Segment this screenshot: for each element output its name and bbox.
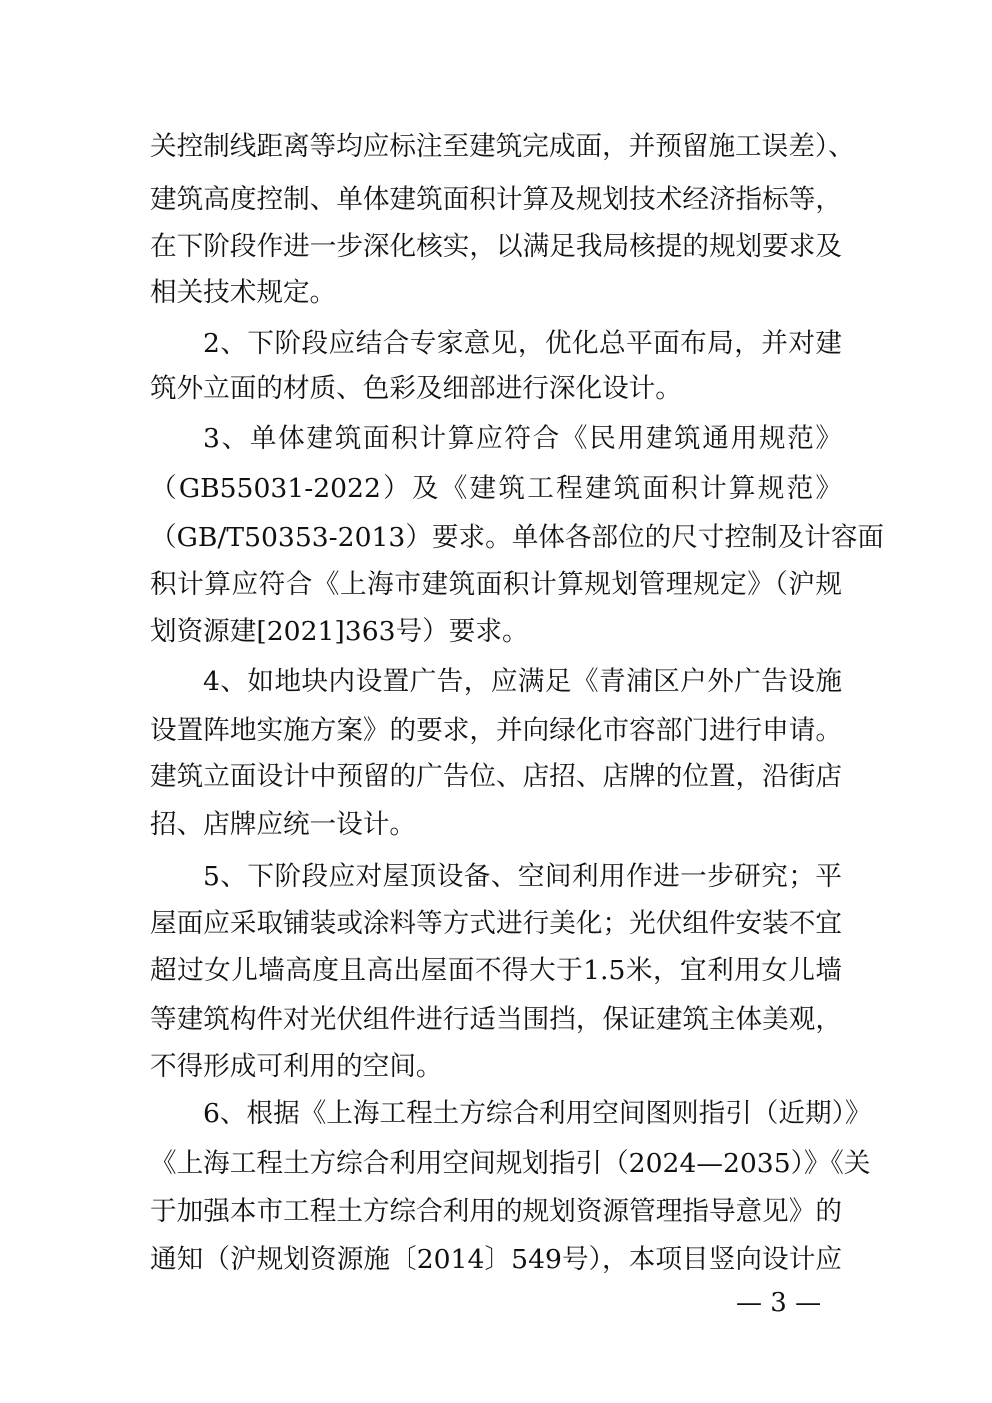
text-line: 建筑立面设计中预留的广告位、店招、店牌的位置，沿街店 bbox=[150, 761, 842, 792]
text-line: 不得形成可利用的空间。 bbox=[150, 1051, 443, 1082]
text-line: 划资源建[2021]363号）要求。 bbox=[150, 616, 529, 647]
text-line: 等建筑构件对光伏组件进行适当围挡，保证建筑主体美观， bbox=[150, 1004, 842, 1035]
text-line: 4、如地块内设置广告，应满足《青浦区户外广告设施 bbox=[203, 666, 842, 697]
text-line: 超过女儿墙高度且高出屋面不得大于1.5米，宜利用女儿墙 bbox=[150, 955, 842, 986]
text-line: 建筑高度控制、单体建筑面积计算及规划技术经济指标等， bbox=[150, 184, 842, 215]
text-line: 于加强本市工程土方综合利用的规划资源管理指导意见》的 bbox=[150, 1196, 842, 1227]
text-line: 在下阶段作进一步深化核实，以满足我局核提的规划要求及 bbox=[150, 231, 842, 262]
text-line: 相关技术规定。 bbox=[150, 277, 337, 308]
text-line: 通知（沪规划资源施〔2014〕549号），本项目竖向设计应 bbox=[150, 1244, 842, 1275]
text-line: （GB/T50353-2013）要求。单体各部位的尺寸控制及计容面 bbox=[150, 522, 885, 553]
text-line: 筑外立面的材质、色彩及细部进行深化设计。 bbox=[150, 373, 682, 404]
text-line: 屋面应采取铺装或涂料等方式进行美化；光伏组件安装不宜 bbox=[150, 908, 842, 939]
text-line: 2、下阶段应结合专家意见，优化总平面布局，并对建 bbox=[203, 328, 842, 359]
text-line: 设置阵地实施方案》的要求，并向绿化市容部门进行申请。 bbox=[150, 715, 842, 746]
text-line: 积计算应符合《上海市建筑面积计算规划管理规定》（沪规 bbox=[150, 569, 842, 600]
text-line: 3、单体建筑面积计算应符合《民用建筑通用规范》 bbox=[203, 423, 842, 454]
text-line: 招、店牌应统一设计。 bbox=[150, 809, 416, 840]
text-line: 《上海工程土方综合利用空间规划指引（2024—2035）》《关 bbox=[150, 1148, 871, 1179]
text-line: 6、根据《上海工程土方综合利用空间图则指引（近期）》 bbox=[203, 1098, 872, 1129]
text-line: （GB55031-2022）及《建筑工程建筑面积计算规范》 bbox=[150, 473, 842, 504]
text-line: 5、下阶段应对屋顶设备、空间利用作进一步研究；平 bbox=[203, 861, 842, 892]
page-number: — 3 — bbox=[736, 1288, 822, 1318]
text-line: 关控制线距离等均应标注至建筑完成面，并预留施工误差）、 bbox=[150, 131, 855, 162]
